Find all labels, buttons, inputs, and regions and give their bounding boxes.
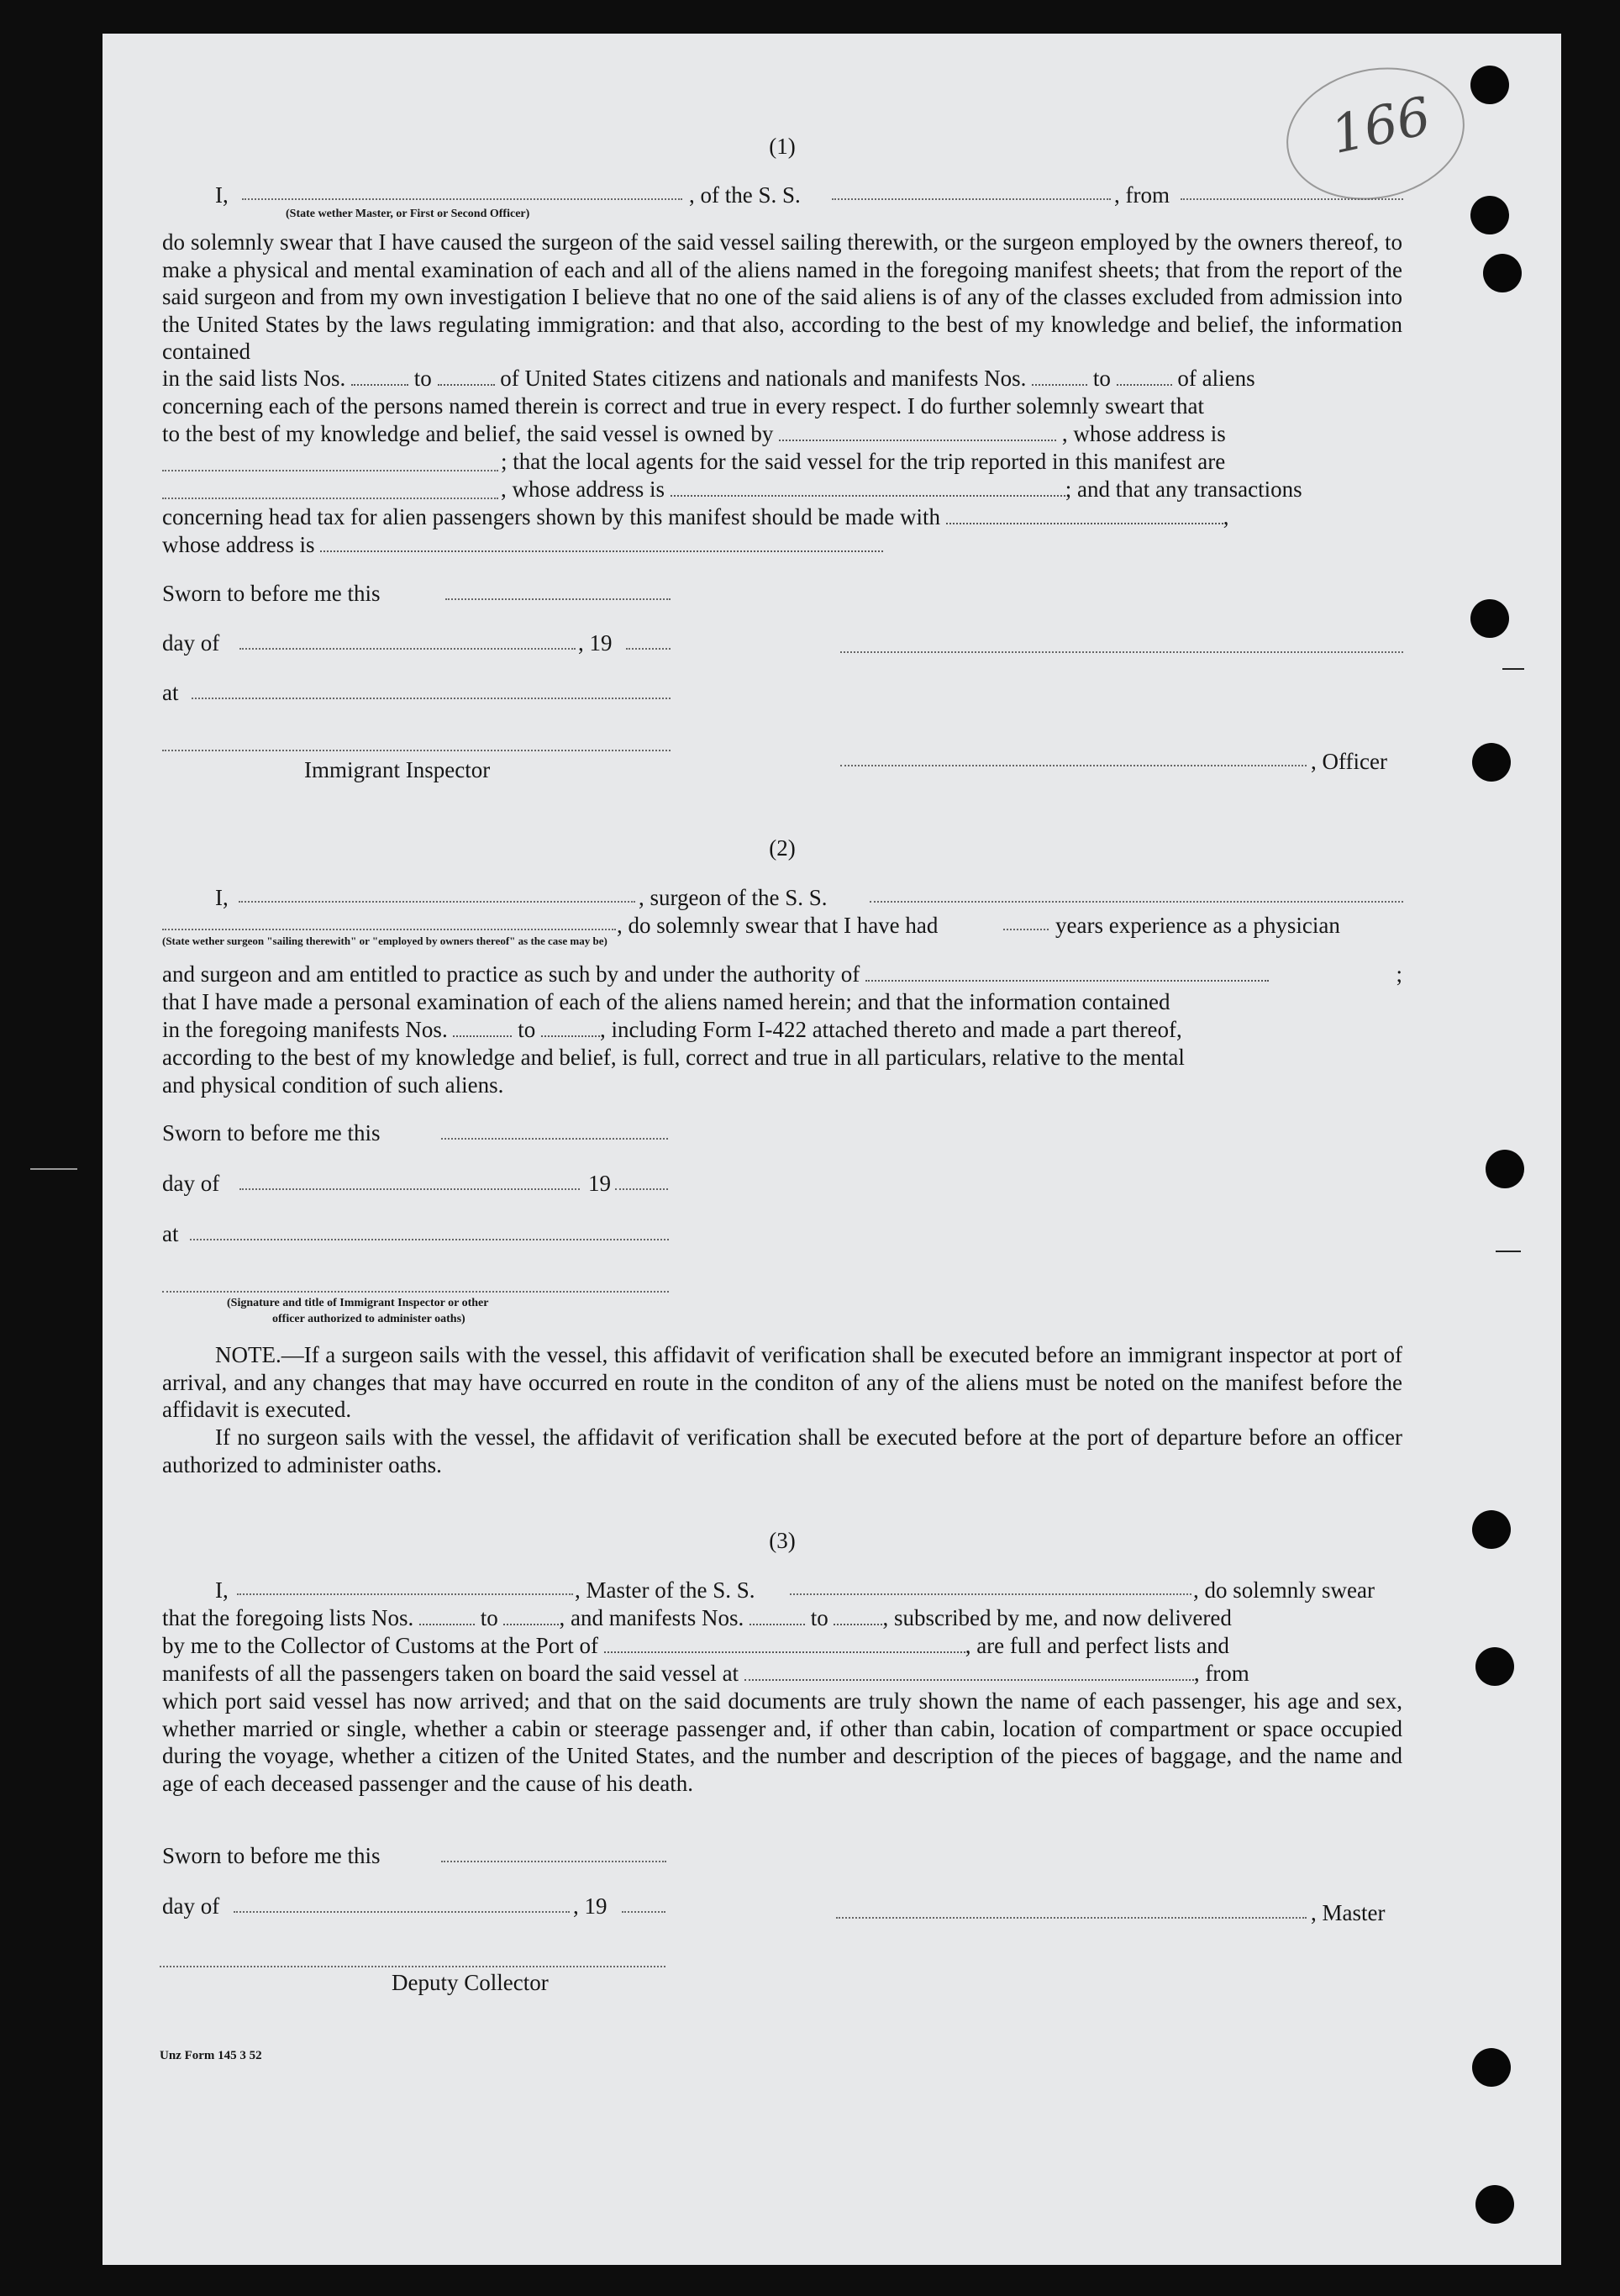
s2-line-authority: and surgeon and am entitled to practice as such by and under the authority of ; xyxy=(162,961,1402,987)
s1-line-concerning: concerning each of the persons named therein is correct and true in every respect. I do further solemnly sweart that xyxy=(162,393,1205,419)
s1-signature-blank xyxy=(840,651,1403,653)
s2-sworn-blank xyxy=(441,1138,668,1140)
s2-name-blank xyxy=(239,901,635,903)
s1-day: day of xyxy=(162,630,220,656)
s3-year-blank xyxy=(622,1911,665,1913)
s1-officer-sig-blank xyxy=(840,765,1307,766)
s2-swear: , do solemnly swear that I have had xyxy=(617,913,939,938)
binder-hole xyxy=(1483,254,1522,292)
s3-day-blank xyxy=(234,1911,570,1913)
page-number: 166 xyxy=(1325,84,1436,166)
s2-sig-note-2: officer authorized to administer oaths) xyxy=(272,1313,465,1325)
s1-day-blank xyxy=(239,648,576,650)
s3-line-collector: by me to the Collector of Customs at the Port of , are full and perfect lists and xyxy=(162,1633,1229,1658)
s1-sworn-blank xyxy=(445,598,671,600)
s1-at-blank xyxy=(192,698,671,699)
s3-paragraph: which port said vessel has now arrived; and that on the said documents are truly shown the name of each passenger, his age and sex, whether married or single, whether a cabin or steerage passenger and, if other than cabin, location of compartment or space occupied during the voyage, whether a citizen of the United States, and the number and description of the pieces of baggage, and the name and age of each deceased passenger and the cause of his death. xyxy=(162,1688,1402,1796)
s2-line-manifests: in the foregoing manifests Nos. to , including Form I-422 attached thereto and made a part thereof, xyxy=(162,1017,1182,1042)
s3-line-lists: that the foregoing lists Nos. to , and manifests Nos. to , subscribed by me, and now delivered xyxy=(162,1605,1232,1630)
s1-line-agent-address: , whose address is ; and that any transactions xyxy=(501,477,1302,502)
s1-paragraph: do solemnly swear that I have caused the surgeon of the said vessel sailing therewith, or the surgeon employed by the owners thereof, to make a physical and mental examination of each and all of the aliens named in the foregoing manifest sheets; that from the report of the said surgeon and from my own investigation I believe that no one of the said aliens is of any of the classes excluded from admission into the United States by the laws regulating immigration: and that also, according to the best of my knowledge and belief, the information contained xyxy=(162,229,1402,364)
s2-line-belief: according to the best of my knowledge and belief, is full, correct and true in all particulars, relative to the mental xyxy=(162,1045,1185,1070)
s2-line-condition: and physical condition of such aliens. xyxy=(162,1072,504,1098)
margin-mark xyxy=(30,1168,77,1170)
binder-hole xyxy=(1486,1150,1524,1188)
s3-sworn-blank xyxy=(441,1861,666,1862)
s2-ship-blank xyxy=(870,901,1403,903)
s1-sworn: Sworn to before me this xyxy=(162,581,381,606)
margin-mark xyxy=(1496,1251,1521,1252)
s2-note-2: If no surgeon sails with the vessel, the affidavit of verification shall be executed before at the port of departure before an officer authorized to administer oaths. xyxy=(162,1424,1402,1477)
binder-hole xyxy=(1472,743,1511,782)
s1-year-blank xyxy=(626,648,671,650)
s2-type-note: (State wether surgeon "sailing therewith" or "employed by owners thereof" as the case may be) xyxy=(162,935,608,947)
binder-hole xyxy=(1472,2048,1511,2087)
s3-day: day of xyxy=(162,1893,220,1919)
s3-master-sig: , Master xyxy=(1311,1900,1386,1925)
binder-hole xyxy=(1475,1647,1514,1686)
s2-at: at xyxy=(162,1221,179,1246)
binder-hole xyxy=(1470,66,1509,104)
s1-line-whose-address: whose address is xyxy=(162,531,883,558)
margin-mark xyxy=(1502,668,1524,670)
s3-ship-blank xyxy=(790,1593,1191,1595)
s2-day-blank xyxy=(239,1188,580,1190)
binder-hole xyxy=(1470,196,1509,234)
s1-inspector: Immigrant Inspector xyxy=(304,757,491,782)
s1-i: I, xyxy=(215,182,229,208)
binder-hole xyxy=(1472,1510,1511,1549)
s1-from-blank xyxy=(1181,198,1403,200)
s1-line-agents: ; that the local agents for the said vessel for the trip reported in this manifest are xyxy=(501,449,1226,474)
s2-surgeon: , surgeon of the S. S. xyxy=(639,885,828,910)
section-1-number: (1) xyxy=(769,134,796,159)
s3-name-blank xyxy=(237,1593,573,1595)
s2-note-1: NOTE.—If a surgeon sails with the vessel, this affidavit of verification shall be executed before an immigrant inspector at port of arrival, and any changes that may have occurred en route in the conditon of any of the aliens must be noted on the manifest before the affidavit is executed. xyxy=(162,1342,1402,1422)
s3-master-sig-blank xyxy=(836,1917,1307,1919)
s1-year: , 19 xyxy=(578,630,613,656)
s2-years-blank xyxy=(1003,929,1049,930)
s2-signature-blank xyxy=(162,1291,669,1293)
s1-officer-blank xyxy=(242,198,682,200)
s2-at-blank xyxy=(190,1239,669,1240)
s3-i: I, xyxy=(215,1577,229,1603)
s1-inspector-blank xyxy=(162,750,671,751)
s2-type-blank xyxy=(162,929,616,930)
s3-year: , 19 xyxy=(573,1893,608,1919)
s3-line-taken: manifests of all the passengers taken on board the said vessel at , from xyxy=(162,1661,1249,1686)
s1-officer: , Officer xyxy=(1311,749,1387,774)
binder-hole xyxy=(1475,2185,1514,2224)
s1-line-head-tax: concerning head tax for alien passengers shown by this manifest should be made with , xyxy=(162,504,1229,529)
s2-i: I, xyxy=(215,885,229,910)
s2-sworn: Sworn to before me this xyxy=(162,1120,381,1145)
s1-agents-blank xyxy=(162,498,498,499)
s2-year: 19 xyxy=(588,1171,611,1196)
s3-collector: Deputy Collector xyxy=(392,1970,549,1995)
s2-day: day of xyxy=(162,1171,220,1196)
s1-line-owned: to the best of my knowledge and belief, the said vessel is owned by , whose address is xyxy=(162,421,1226,446)
s3-collector-blank xyxy=(160,1966,665,1967)
s3-swear: , do solemnly swear xyxy=(1193,1577,1375,1603)
binder-hole xyxy=(1470,599,1509,638)
s1-address-blank xyxy=(162,470,498,471)
s1-ship-blank xyxy=(832,198,1111,200)
section-3-number: (3) xyxy=(769,1528,796,1553)
s3-master: , Master of the S. S. xyxy=(575,1577,755,1603)
s2-year-blank xyxy=(615,1188,668,1190)
s1-of-ss: , of the S. S. xyxy=(689,182,801,208)
s2-line-exam: that I have made a personal examination of each of the aliens named herein; and that the information contained xyxy=(162,989,1170,1014)
s1-from: , from xyxy=(1114,182,1170,208)
s1-line-lists: in the said lists Nos. to of United States citizens and nationals and manifests Nos. to of aliens xyxy=(162,366,1255,391)
form-footer: Unz Form 145 3 52 xyxy=(160,2049,262,2062)
section-2-number: (2) xyxy=(769,835,796,861)
s2-sig-note-1: (Signature and title of Immigrant Inspector or other xyxy=(227,1297,489,1309)
s1-at: at xyxy=(162,680,179,705)
s2-years: years experience as a physician xyxy=(1055,913,1340,938)
s3-sworn: Sworn to before me this xyxy=(162,1843,381,1868)
s1-officer-note: (State wether Master, or First or Second Officer) xyxy=(286,208,530,220)
